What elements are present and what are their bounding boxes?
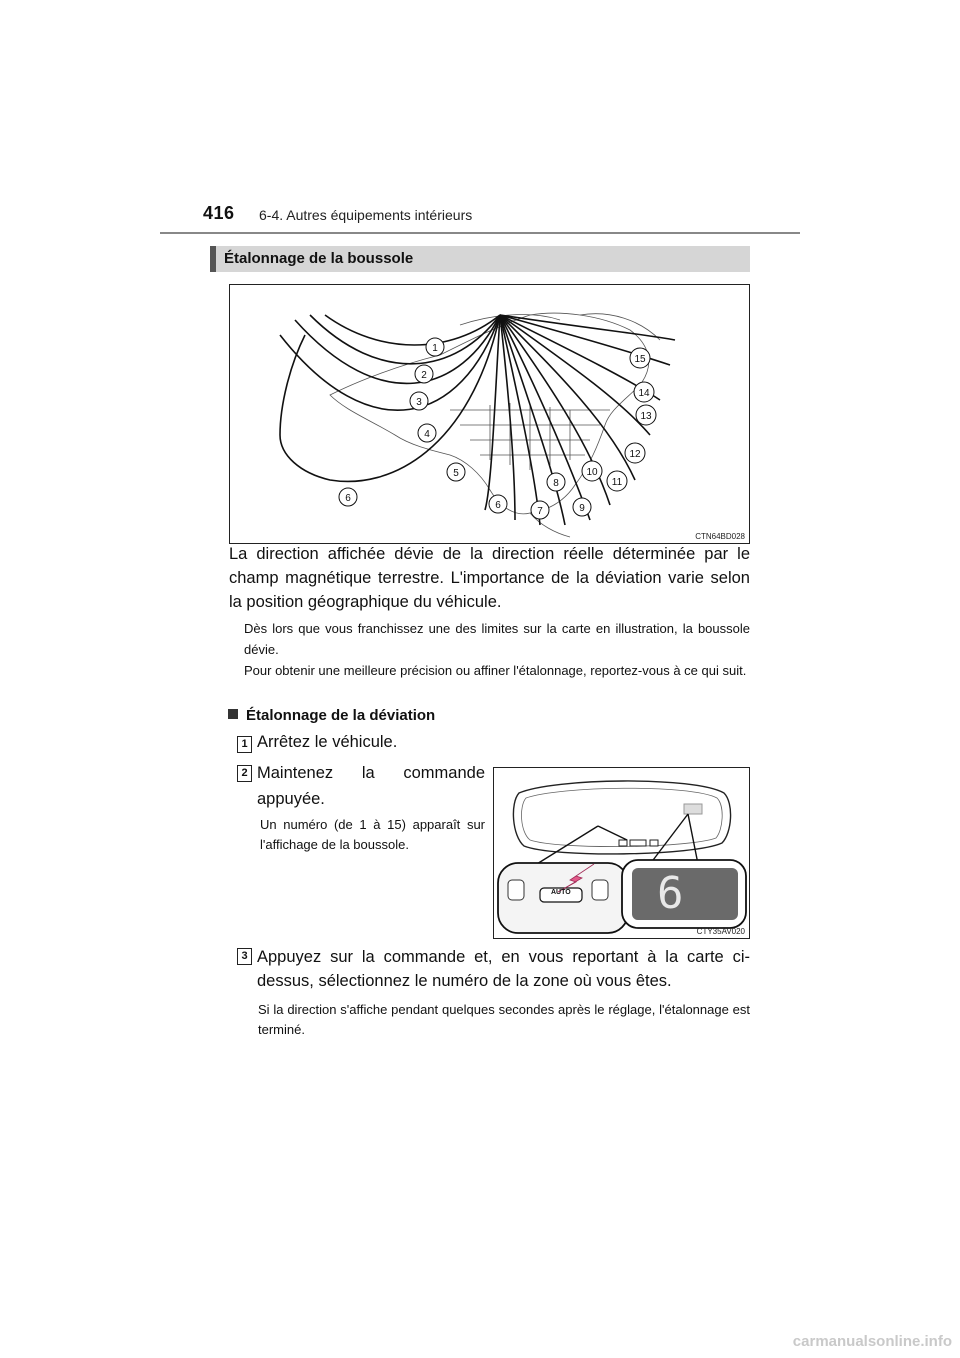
step-number-2: 2 bbox=[237, 765, 252, 782]
page-number: 416 bbox=[203, 203, 235, 223]
mirror-compass-figure bbox=[493, 767, 750, 939]
compass-display-digit: 6 bbox=[657, 868, 684, 919]
step-number-3: 3 bbox=[237, 948, 252, 965]
step-3-note: Si la direction s'affiche pendant quelques secondes après le réglage, l'étalonnage est terminé. bbox=[258, 1002, 750, 1037]
auto-button-label: AUTO bbox=[551, 889, 571, 896]
svg-text:7: 7 bbox=[537, 506, 543, 517]
intro-paragraph: La direction affichée dévie de la direction réelle déterminée par le champ magnétique terrestre. L'importance de la déviation varie selon la position géographique du véhicule. bbox=[229, 545, 750, 611]
intro-note-text: Dès lors que vous franchissez une des limites sur la carte en illustration, la boussole dévie. Pour obtenir une meilleure précision ou affiner l'étalonnage, reportez-vous à ce qui suit. bbox=[244, 621, 750, 678]
svg-text:4: 4 bbox=[424, 429, 430, 440]
procedure-heading-text: Étalonnage de la déviation bbox=[246, 707, 436, 724]
svg-text:11: 11 bbox=[611, 477, 623, 488]
section-header-accent bbox=[210, 246, 216, 272]
map-figure-code: CTN64BD028 bbox=[695, 532, 745, 541]
svg-text:15: 15 bbox=[634, 354, 646, 365]
zone-map-illustration bbox=[230, 285, 749, 543]
svg-text:10: 10 bbox=[586, 467, 598, 478]
procedure-heading bbox=[228, 707, 435, 724]
step-3-text: Appuyez sur la commande et, en vous reportant à la carte ci-dessus, sélectionnez le numéro de la zone où vous êtes. bbox=[257, 948, 750, 990]
svg-text:5: 5 bbox=[453, 468, 459, 479]
svg-text:14: 14 bbox=[638, 388, 650, 399]
svg-text:12: 12 bbox=[629, 449, 641, 460]
header-rule bbox=[160, 232, 800, 234]
chapter-title: 6-4. Autres équipements intérieurs bbox=[259, 207, 473, 223]
mirror-illustration bbox=[494, 768, 749, 938]
compass-zone-map bbox=[229, 284, 750, 544]
zone-label-1: 1 bbox=[432, 343, 438, 354]
intro-note bbox=[244, 618, 750, 681]
svg-text:6: 6 bbox=[495, 500, 501, 511]
step-number-1: 1 bbox=[237, 736, 252, 753]
watermark: carmanualsonline.info bbox=[792, 1333, 952, 1350]
svg-text:13: 13 bbox=[640, 411, 652, 422]
mirror-figure-code: CTY35AV020 bbox=[696, 927, 745, 936]
svg-text:6: 6 bbox=[345, 493, 351, 504]
svg-text:8: 8 bbox=[553, 478, 559, 489]
svg-text:9: 9 bbox=[579, 503, 585, 514]
step-1-text: Arrêtez le véhicule. bbox=[257, 733, 398, 751]
section-title: Étalonnage de la boussole bbox=[224, 250, 414, 267]
square-bullet-icon bbox=[228, 709, 238, 719]
step-2-text: Maintenez la commande appuyée. bbox=[257, 764, 485, 808]
svg-text:2: 2 bbox=[421, 370, 427, 381]
step-2-note: Un numéro (de 1 à 15) apparaît sur l'affichage de la boussole. bbox=[260, 817, 485, 852]
svg-text:3: 3 bbox=[416, 397, 422, 408]
